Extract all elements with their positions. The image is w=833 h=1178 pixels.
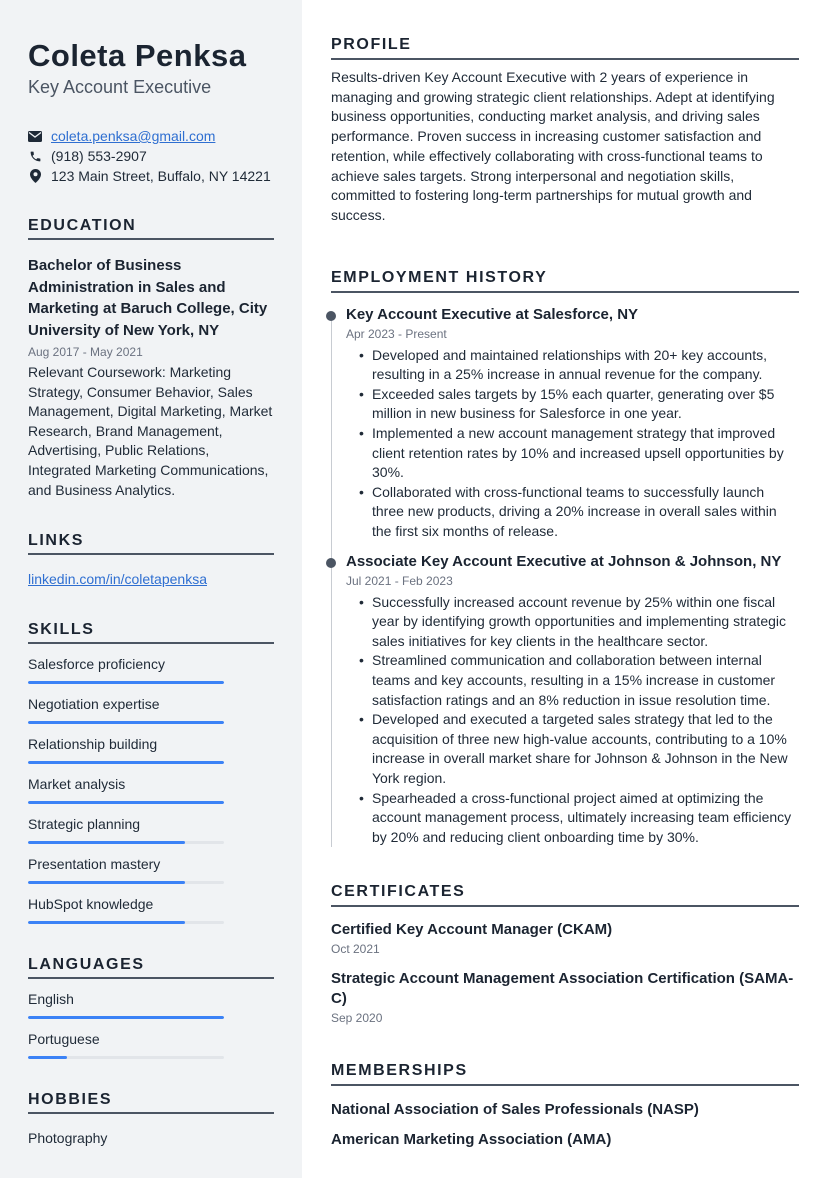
skill-level-fill bbox=[28, 681, 224, 684]
skill-name: Market analysis bbox=[28, 776, 126, 793]
links-heading: LINKS bbox=[28, 532, 274, 555]
skill-level-bar bbox=[28, 761, 224, 764]
skill-level-fill bbox=[28, 881, 185, 884]
education-dates: Aug 2017 - May 2021 bbox=[28, 345, 143, 359]
education-coursework: Relevant Coursework: Marketing Strategy, Consumer Behavior, Sales Management, Digital Marketing, Market Research, Brand Management, Advertising, Public Relations, Integrated Marketing Communications, and Business Analytics. bbox=[28, 364, 273, 498]
email-link[interactable]: coleta.penksa@gmail.com bbox=[51, 128, 216, 144]
skill-level-bar bbox=[28, 681, 224, 684]
skill-item bbox=[28, 775, 274, 804]
languages-section bbox=[28, 956, 274, 1059]
skill-level-fill bbox=[28, 801, 224, 804]
profile-heading: PROFILE bbox=[331, 36, 799, 60]
skill-name: HubSpot knowledge bbox=[28, 896, 154, 913]
certificates-heading: CERTIFICATES bbox=[331, 883, 799, 907]
education-section bbox=[28, 217, 274, 500]
profile-section bbox=[331, 36, 799, 226]
phone-icon bbox=[28, 149, 42, 163]
education-degree: Bachelor of Business Administration in Sales and Marketing at Baruch College, City University of New York, NY bbox=[28, 257, 268, 339]
achievement-item: • Developed and maintained relationships with 20+ key accounts, resulting in a 25% increase in annual revenue for the company. bbox=[372, 346, 799, 385]
skill-item bbox=[28, 695, 274, 724]
job-title: Key Account Executive at Salesforce, NY bbox=[346, 305, 639, 323]
certificate-date: Oct 2021 bbox=[331, 942, 380, 957]
skill-name: Salesforce proficiency bbox=[28, 656, 165, 673]
skill-level-bar bbox=[28, 921, 224, 924]
skills-heading: SKILLS bbox=[28, 621, 274, 644]
job-dates: Apr 2023 - Present bbox=[346, 326, 447, 341]
skill-name: Negotiation expertise bbox=[28, 696, 160, 713]
skill-item bbox=[28, 655, 274, 684]
skill-name: Presentation mastery bbox=[28, 856, 161, 873]
membership-item: American Marketing Association (AMA) bbox=[331, 1131, 612, 1149]
job-title: Associate Key Account Executive at Johnson & Johnson, NY bbox=[346, 552, 782, 570]
employment-timeline bbox=[331, 305, 799, 848]
job-achievements bbox=[346, 346, 799, 542]
skill-item bbox=[28, 815, 274, 844]
memberships-heading: MEMBERSHIPS bbox=[331, 1062, 799, 1086]
links-section bbox=[28, 532, 274, 589]
employment-heading: EMPLOYMENT HISTORY bbox=[331, 269, 799, 293]
language-level-bar bbox=[28, 1056, 224, 1059]
language-item bbox=[28, 1030, 274, 1059]
skill-item bbox=[28, 855, 274, 884]
contact-details bbox=[28, 126, 274, 186]
skill-item bbox=[28, 735, 274, 764]
contact-phone-row bbox=[28, 146, 274, 166]
map-pin-icon bbox=[28, 169, 42, 183]
hobbies-heading: HOBBIES bbox=[28, 1091, 274, 1114]
achievement-item: • Spearheaded a cross-functional project aimed at optimizing the account management process, ultimately increasing team efficiency by 20% and reducing client onboarding time by 30%. bbox=[372, 789, 799, 848]
envelope-icon bbox=[28, 129, 42, 143]
timeline-dot bbox=[326, 558, 336, 568]
achievement-item: • Exceeded sales targets by 15% each quarter, generating over $5 million in new business for Salesforce in one year. bbox=[372, 385, 799, 424]
achievement-item: • Streamlined communication and collaboration between internal teams and key accounts, resulting in a 15% increase in customer satisfaction ratings and an 8% reduction in issue resolution time. bbox=[372, 651, 799, 710]
language-item bbox=[28, 990, 274, 1019]
linkedin-link[interactable]: linkedin.com/in/coletapenksa bbox=[28, 571, 207, 588]
skills-section bbox=[28, 621, 274, 924]
language-name: Portuguese bbox=[28, 1031, 100, 1048]
skill-item bbox=[28, 895, 274, 924]
profile-summary: Results-driven Key Account Executive with 2 years of experience in managing and growing strategic client relationships. Adept at identifying business opportunities, conducting market analysis, and driving sales performance. Proven success in increasing customer satisfaction and retention, while effectively collaborating with cross-functional teams to achieve sales targets. Strong interpersonal and negotiation skills, committed to fostering long-term partnerships for mutual growth and success. bbox=[331, 69, 775, 223]
sidebar bbox=[0, 0, 302, 1178]
certificates-section bbox=[331, 883, 799, 1026]
job-achievements bbox=[346, 593, 799, 848]
skill-name: Strategic planning bbox=[28, 816, 141, 833]
education-heading: EDUCATION bbox=[28, 217, 274, 240]
skill-level-fill bbox=[28, 921, 185, 924]
job-entry bbox=[331, 552, 799, 848]
memberships-section bbox=[331, 1062, 799, 1150]
hobbies-section bbox=[28, 1091, 274, 1148]
membership-item: National Association of Sales Professionals (NASP) bbox=[331, 1101, 699, 1119]
job-entry bbox=[331, 305, 799, 542]
certificate-name: Certified Key Account Manager (CKAM) bbox=[331, 921, 613, 939]
contact-address-row bbox=[28, 166, 274, 186]
achievement-item: • Successfully increased account revenue by 25% within one fiscal year by identifying growth opportunities and implementing strategic sales initiatives for key clients in the healthcare sector. bbox=[372, 593, 799, 652]
achievement-item: • Implemented a new account management strategy that improved client retention rates by 10% and increased upsell opportunities by 30%. bbox=[372, 424, 799, 483]
phone-number: (918) 553-2907 bbox=[51, 148, 147, 164]
skill-level-bar bbox=[28, 841, 224, 844]
language-level-fill bbox=[28, 1056, 67, 1059]
street-address: 123 Main Street, Buffalo, NY 14221 bbox=[51, 168, 271, 184]
skill-level-bar bbox=[28, 721, 224, 724]
main-content bbox=[331, 0, 799, 1150]
job-dates: Jul 2021 - Feb 2023 bbox=[346, 573, 453, 588]
language-level-bar bbox=[28, 1016, 224, 1019]
skill-name: Relationship building bbox=[28, 736, 158, 753]
certificate-name: Strategic Account Management Association Certification (SAMA-C) bbox=[331, 970, 794, 1008]
language-level-fill bbox=[28, 1016, 224, 1019]
achievement-item: • Collaborated with cross-functional teams to successfully launch three new products, driving a 20% increase in overall sales within the first six months of release. bbox=[372, 483, 799, 542]
certificate-date: Sep 2020 bbox=[331, 1011, 383, 1026]
languages-heading: LANGUAGES bbox=[28, 956, 274, 979]
skill-level-fill bbox=[28, 721, 224, 724]
skill-level-fill bbox=[28, 761, 224, 764]
candidate-title: Key Account Executive bbox=[28, 77, 212, 97]
skill-level-bar bbox=[28, 801, 224, 804]
skill-level-fill bbox=[28, 841, 185, 844]
candidate-name: Coleta Penksa bbox=[28, 38, 247, 73]
skill-level-bar bbox=[28, 881, 224, 884]
achievement-item: • Developed and executed a targeted sales strategy that led to the acquisition of three new high-value accounts, contributing to a 10% increase in overall market share for Johnson & Johnson in the New York region. bbox=[372, 710, 799, 788]
contact-email-row bbox=[28, 126, 274, 146]
employment-section bbox=[331, 269, 799, 848]
language-name: English bbox=[28, 991, 74, 1008]
timeline-dot bbox=[326, 311, 336, 321]
hobby-item: Photography bbox=[28, 1130, 108, 1147]
